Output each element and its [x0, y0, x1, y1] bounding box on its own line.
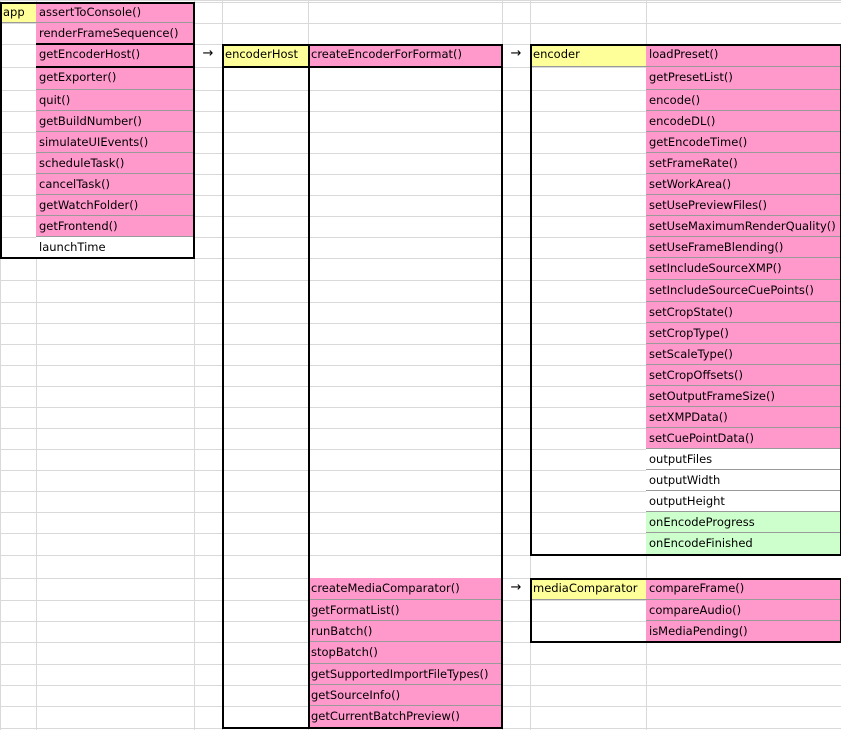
encoder-method-cell[interactable]: setUseFrameBlending()	[646, 237, 841, 258]
encoderhost-method-cell[interactable]: getSupportedImportFileTypes()	[308, 664, 502, 685]
encoderhost-method-cell[interactable]: createMediaComparator()	[308, 578, 502, 600]
encoder-method-cell[interactable]: setIncludeSourceXMP()	[646, 258, 841, 280]
encoder-event-cell[interactable]: onEncodeFinished	[646, 533, 841, 555]
encoderhost-method-cell[interactable]: stopBatch()	[308, 642, 502, 664]
app-method-cell[interactable]: getBuildNumber()	[36, 111, 194, 132]
encoder-method-cell[interactable]: setXMPData()	[646, 407, 841, 428]
encoderhost-method-cell[interactable]: createEncoderForFormat()	[308, 44, 502, 67]
app-method-cell[interactable]: cancelTask()	[36, 174, 194, 195]
arrow-encoderhost-to-mediacomparator: →	[510, 580, 522, 595]
encoder-method-cell[interactable]: setScaleType()	[646, 344, 841, 365]
encoder-method-cell[interactable]: setCropType()	[646, 323, 841, 344]
mediacomparator-object-label[interactable]: mediaComparator	[530, 578, 646, 600]
app-method-cell[interactable]: scheduleTask()	[36, 153, 194, 174]
encoder-method-cell[interactable]: encode()	[646, 90, 841, 111]
mediacomparator-method-cell[interactable]: isMediaPending()	[646, 621, 841, 642]
app-property-cell[interactable]: launchTime	[36, 237, 194, 258]
arrow-app-to-encoderhost: →	[202, 46, 214, 61]
app-method-cell[interactable]: renderFrameSequence()	[36, 23, 194, 44]
app-method-cell[interactable]: simulateUIEvents()	[36, 132, 194, 153]
encoder-property-cell[interactable]: outputHeight	[646, 491, 841, 512]
encoder-event-cell[interactable]: onEncodeProgress	[646, 512, 841, 533]
app-method-cell[interactable]: getWatchFolder()	[36, 195, 194, 216]
encoder-property-cell[interactable]: outputWidth	[646, 470, 841, 491]
encoder-method-cell[interactable]: setUsePreviewFiles()	[646, 195, 841, 216]
encoder-method-cell[interactable]: setCuePointData()	[646, 428, 841, 449]
encoder-method-cell[interactable]: getEncodeTime()	[646, 132, 841, 153]
encoder-method-cell[interactable]: setWorkArea()	[646, 174, 841, 195]
app-object-label[interactable]: app	[0, 2, 36, 23]
app-method-cell[interactable]: getEncoderHost()	[36, 44, 194, 67]
encoderhost-object-label[interactable]: encoderHost	[222, 44, 308, 67]
encoder-object-label[interactable]: encoder	[530, 44, 646, 67]
app-method-cell[interactable]: quit()	[36, 90, 194, 111]
encoder-method-cell[interactable]: loadPreset()	[646, 44, 841, 67]
encoder-method-cell[interactable]: setCropState()	[646, 302, 841, 323]
mediacomparator-method-cell[interactable]: compareFrame()	[646, 578, 841, 600]
encoder-method-cell[interactable]: setFrameRate()	[646, 153, 841, 174]
encoder-method-cell[interactable]: setIncludeSourceCuePoints()	[646, 280, 841, 302]
encoder-method-cell[interactable]: setCropOffsets()	[646, 365, 841, 386]
encoderhost-method-cell[interactable]: runBatch()	[308, 621, 502, 642]
encoder-method-cell[interactable]: encodeDL()	[646, 111, 841, 132]
app-method-cell[interactable]: assertToConsole()	[36, 2, 194, 23]
encoder-property-cell[interactable]: outputFiles	[646, 449, 841, 470]
mediacomparator-method-cell[interactable]: compareAudio()	[646, 600, 841, 621]
app-method-cell[interactable]: getFrontend()	[36, 216, 194, 237]
app-method-cell[interactable]: getExporter()	[36, 67, 194, 90]
encoderhost-method-cell[interactable]: getFormatList()	[308, 600, 502, 621]
encoder-method-cell[interactable]: setOutputFrameSize()	[646, 386, 841, 407]
encoderhost-method-cell[interactable]: getCurrentBatchPreview()	[308, 706, 502, 728]
encoder-method-cell[interactable]: getPresetList()	[646, 67, 841, 90]
encoder-method-cell[interactable]: setUseMaximumRenderQuality()	[646, 216, 841, 237]
encoderhost-method-cell[interactable]: getSourceInfo()	[308, 685, 502, 706]
arrow-encoderhost-to-encoder: →	[510, 46, 522, 61]
